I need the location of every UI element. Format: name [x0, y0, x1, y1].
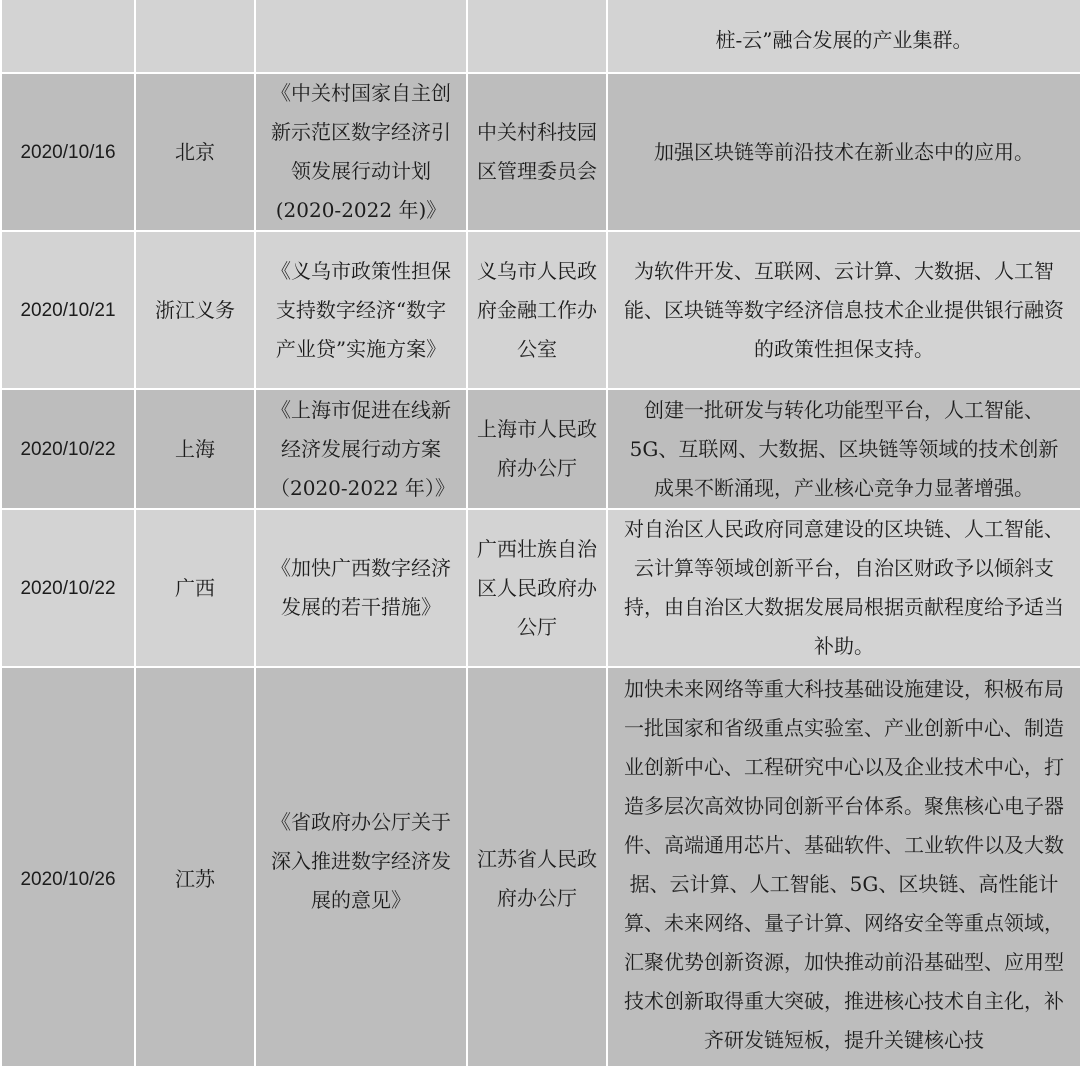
region-cell: 江苏 [135, 667, 255, 1066]
table-row [1, 389, 1080, 509]
table-row [1, 0, 1080, 73]
measure-cell: 桩-云”融合发展的产业集群。 [607, 0, 1080, 73]
date-cell: 2020/10/26 [1, 667, 135, 1066]
issuer-cell: 义乌市人民政府金融工作办公室 [467, 231, 607, 389]
table-row [1, 509, 1080, 667]
table-row [1, 231, 1080, 389]
policy-cell: 《义乌市政策性担保支持数字经济“数字产业贷”实施方案》 [255, 231, 467, 389]
table-row [1, 667, 1080, 1066]
date-cell: 2020/10/16 [1, 73, 135, 231]
issuer-cell: 中关村科技园区管理委员会 [467, 73, 607, 231]
policy-cell: 《中关村国家自主创新示范区数字经济引领发展行动计划(2020-2022 年)》 [255, 73, 467, 231]
region-cell: 北京 [135, 73, 255, 231]
region-cell: 上海 [135, 389, 255, 509]
policy-cell: 《加快广西数字经济发展的若干措施》 [255, 509, 467, 667]
table-row [1, 73, 1080, 231]
measure-cell: 加强区块链等前沿技术在新业态中的应用。 [607, 73, 1080, 231]
policy-cell: 《上海市促进在线新经济发展行动方案（2020-2022 年）》 [255, 389, 467, 509]
region-cell: 浙江义务 [135, 231, 255, 389]
measure-cell: 创建一批研发与转化功能型平台，人工智能、5G、互联网、大数据、区块链等领域的技术创新成果不断涌现，产业核心竞争力显著增强。 [607, 389, 1080, 509]
measure-cell: 对自治区人民政府同意建设的区块链、人工智能、云计算等领域创新平台，自治区财政予以倾斜支持，由自治区大数据发展局根据贡献程度给予适当补助。 [607, 509, 1080, 667]
region-cell: 广西 [135, 509, 255, 667]
date-cell: 2020/10/22 [1, 389, 135, 509]
date-cell: 2020/10/22 [1, 509, 135, 667]
issuer-cell: 江苏省人民政府办公厅 [467, 667, 607, 1066]
issuer-cell: 上海市人民政府办公厅 [467, 389, 607, 509]
issuer-cell [467, 0, 607, 73]
date-cell [1, 0, 135, 73]
issuer-cell: 广西壮族自治区人民政府办公厅 [467, 509, 607, 667]
measure-cell: 为软件开发、互联网、云计算、大数据、人工智能、区块链等数字经济信息技术企业提供银行融资的政策性担保支持。 [607, 231, 1080, 389]
policy-cell: 《省政府办公厅关于深入推进数字经济发展的意见》 [255, 667, 467, 1066]
measure-cell: 加快未来网络等重大科技基础设施建设，积极布局一批国家和省级重点实验室、产业创新中心、制造业创新中心、工程研究中心以及企业技术中心，打造多层次高效协同创新平台体系。聚焦核心电子器件、高端通用芯片、基础软件、工业软件以及大数据、云计算、人工智能、5G、区块链、高性能计算、未来网络、量子计算、网络安全等重点领域，汇聚优势创新资源，加快推动前沿基础型、应用型技术创新取得重大突破，推进核心技术自主化，补齐研发链短板，提升关键核心技 [607, 667, 1080, 1066]
region-cell [135, 0, 255, 73]
policy-cell [255, 0, 467, 73]
date-cell: 2020/10/21 [1, 231, 135, 389]
